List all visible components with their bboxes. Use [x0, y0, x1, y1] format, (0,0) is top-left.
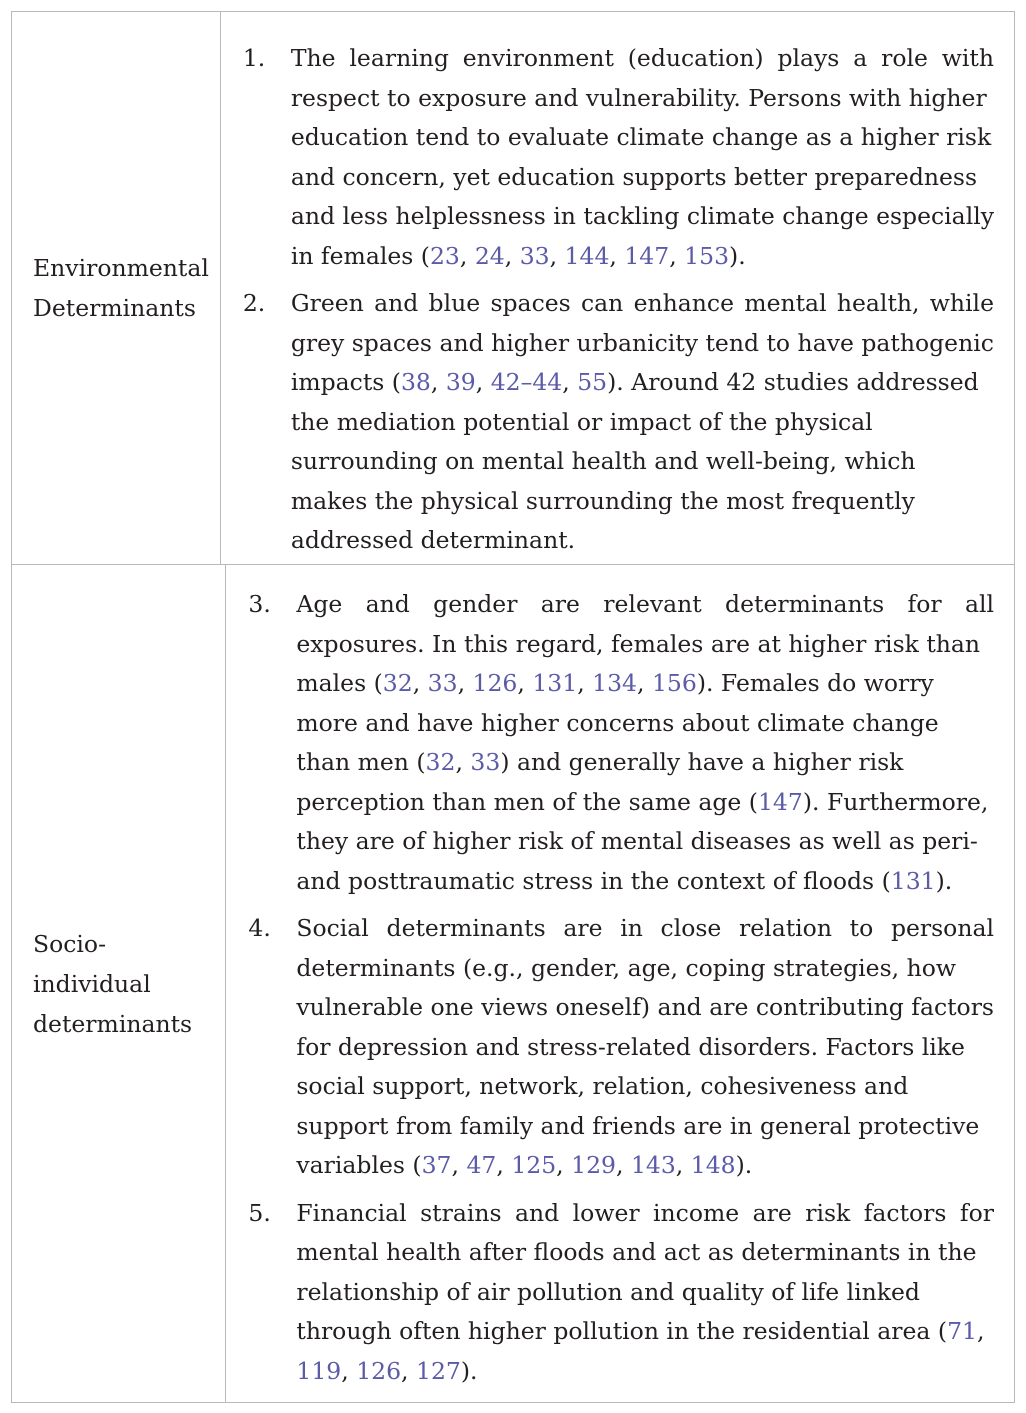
- list-item-number: 2.: [242, 289, 266, 317]
- list-item-text: The learning environment (education) plays a role with respect to exposure and vulnerability. Persons with higher education tend to evaluate climate change as a higher risk and concern, yet education supports better preparedness and less helplessness in tackling climate change especially in females (23, 24, 33, 144, 147, 153).: [290, 44, 994, 270]
- reference-link[interactable]: 131: [890, 866, 936, 895]
- reference-link[interactable]: 47: [466, 1151, 497, 1179]
- reference-link[interactable]: 33: [427, 669, 458, 697]
- reference-link[interactable]: 32: [425, 748, 456, 776]
- row-label: Environmental Determinants: [33, 254, 209, 322]
- reference-link[interactable]: 131: [532, 669, 578, 697]
- reference-link[interactable]: 126: [472, 669, 518, 697]
- reference-link[interactable]: 37: [421, 1151, 452, 1179]
- row-label-cell: [12, 565, 226, 1402]
- reference-link[interactable]: 144: [564, 241, 610, 270]
- reference-link[interactable]: 33: [470, 748, 501, 776]
- reference-link[interactable]: 119: [296, 1356, 342, 1385]
- reference-link[interactable]: 147: [624, 241, 670, 270]
- table-row-socio-individual: [12, 565, 1014, 1402]
- reference-link[interactable]: 127: [416, 1356, 461, 1385]
- list-item-text: Age and gender are relevant determinants for all exposures. In this regard, females are at higher risk than males (32, 33, 126, 131, 134, 156). Females do worry more and have higher concerns about climate change than men (32, 33) and generally have a higher risk perception than men of the same age (147). Furthermore, they are of higher risk of mental diseases as well as peri- and posttraumatic stress in the context of floods (131).: [296, 590, 994, 895]
- row-label-cell: [12, 12, 221, 564]
- list-item-number: 4.: [248, 914, 271, 942]
- list-item-number: 3.: [248, 590, 271, 618]
- reference-link[interactable]: 33: [519, 241, 550, 270]
- list-item-number: 5.: [248, 1198, 271, 1227]
- row-label: Socio- individual determinants: [33, 929, 193, 1038]
- reference-link[interactable]: 71: [947, 1317, 977, 1345]
- list-item-text: Green and blue spaces can enhance mental health, while grey spaces and higher urbanicity tend to have pathogenic impacts (38, 39, 42–44, 55). Around 42 studies addressed the mediation potential or impact of the physical surrounding on mental health and well-being, which makes the physical surrounding the most frequently addressed determinant.: [290, 289, 994, 554]
- reference-link[interactable]: 125: [511, 1151, 557, 1179]
- reference-link[interactable]: 24: [474, 241, 505, 270]
- reference-link[interactable]: 32: [382, 669, 413, 697]
- row-content-cell: [221, 12, 1014, 564]
- reference-link[interactable]: 39: [445, 368, 476, 396]
- determinants-table: [11, 11, 1015, 1403]
- list-item: [243, 39, 994, 276]
- reference-link[interactable]: 129: [571, 1151, 616, 1179]
- table-row-environmental: [12, 12, 1014, 565]
- list-item-text: Financial strains and lower income are risk factors for mental health after floods and act as determinants in the relationship of air pollution and quality of life linked through often higher pollution in the residential area (71, 119, 126, 127).: [296, 1198, 994, 1385]
- list-item: [248, 909, 994, 1186]
- reference-link[interactable]: 134: [592, 669, 637, 697]
- reference-link[interactable]: 153: [684, 241, 730, 270]
- reference-link[interactable]: 42–44: [490, 368, 563, 396]
- reference-link[interactable]: 156: [651, 669, 697, 697]
- reference-link[interactable]: 55: [577, 368, 608, 396]
- reference-link[interactable]: 23: [429, 241, 460, 270]
- list-item: [248, 585, 994, 901]
- list-item-number: 1.: [242, 44, 266, 72]
- row-content-cell: [226, 565, 1014, 1402]
- list-item: [248, 1194, 994, 1392]
- reference-link[interactable]: 126: [356, 1356, 402, 1385]
- reference-link[interactable]: 148: [690, 1151, 736, 1179]
- reference-link[interactable]: 147: [757, 787, 803, 816]
- reference-link[interactable]: 143: [630, 1151, 676, 1179]
- reference-link[interactable]: 38: [400, 368, 431, 396]
- list-item-text: Social determinants are in close relation to personal determinants (e.g., gender, age, coping strategies, how vulnerable one views oneself) and are contributing factors for depression and stress-related disorders. Factors like social support, network, relation, cohesiveness and support from family and friends are in general protective variables (37, 47, 125, 129, 143, 148).: [296, 914, 994, 1179]
- list-item: [243, 284, 994, 561]
